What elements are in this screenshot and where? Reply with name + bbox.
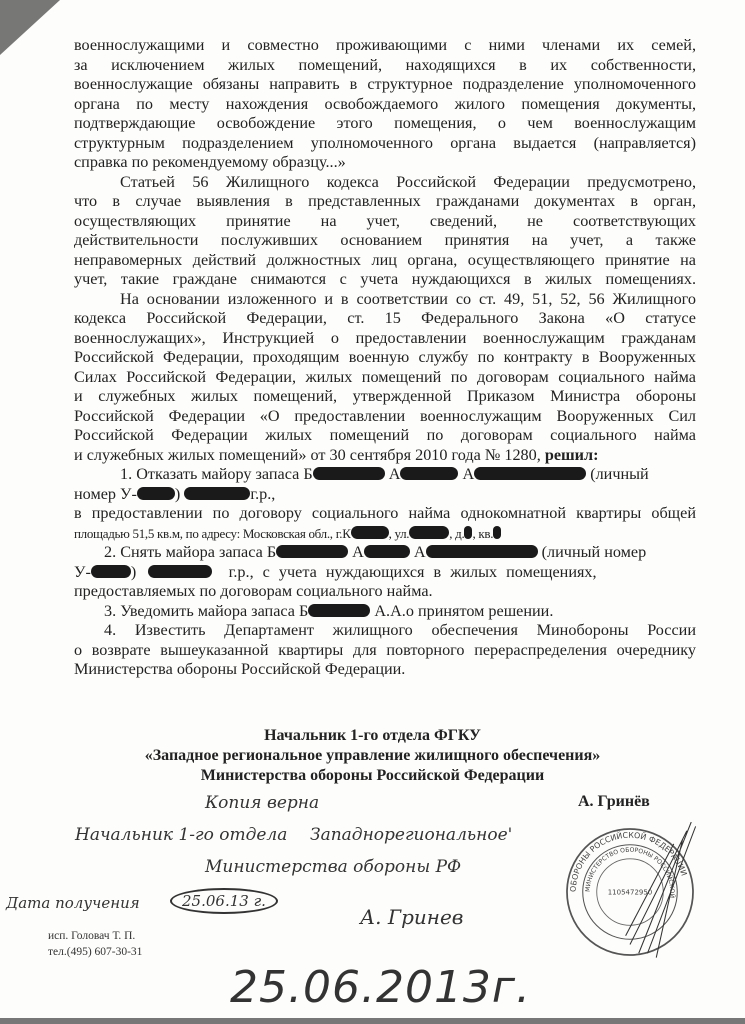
redaction (276, 545, 348, 558)
official-stamp (560, 822, 700, 962)
text-segment: номер У- (74, 484, 137, 503)
text-segment: и служебных жилых помещений» от 30 сентября 2010 года № 1280, (74, 445, 541, 464)
text-line: справка по рекомендуемому образцу...» (74, 153, 346, 171)
executor-info (48, 928, 142, 960)
text-line: Статьей 56 Жилищного кодекса Российской Федерации предусмотрено, (120, 172, 696, 191)
text-line: за исключением жилых помещений, находящихся в их собственности, (74, 55, 696, 74)
signatory-name: А. Гринёв (578, 793, 650, 810)
redaction (351, 526, 389, 539)
handwritten-regional: Западнорегиональное' (310, 825, 513, 845)
stamp-outer-text: ОБОРОНЫ РОССИЙСКОЙ ФЕДЕРАЦИИ (568, 830, 689, 893)
item-1 (74, 465, 696, 543)
redaction (148, 565, 212, 578)
executor-phone: тел.(495) 607-30-31 (48, 946, 143, 958)
stamp-inner-text: МИНИСТЕРСТВО ОБОРОНЫ РОССИЙСКОЙ (584, 846, 676, 899)
text-line: Силах Российской Федерации, жилых помещений по договорам социального найма (74, 367, 696, 386)
text-line: Российской Федерации жилых помещений по договорам социального найма (74, 426, 696, 444)
paragraph-basis (74, 290, 696, 466)
redaction (137, 487, 175, 500)
scan-corner-shadow (0, 0, 60, 55)
handwritten-received-date: 25.06.13 г. (170, 888, 278, 914)
text-segment: У- (74, 562, 91, 581)
item-3 (74, 602, 696, 622)
redaction (400, 467, 458, 480)
text-line: военнослужащими и совместно проживающими с ними членами их семей, (74, 36, 696, 54)
text-line: 4. Известить Департамент жилищного обеспечения Минобороны России (104, 621, 696, 639)
text-line: военнослужащие обязаны направить в структурное подразделение уполномоченного (74, 75, 696, 93)
redaction (493, 526, 501, 539)
redaction (426, 545, 538, 558)
redaction (474, 467, 586, 480)
document-body (74, 36, 696, 680)
text-line: о возврате вышеуказанной квартиры для повторного перераспределения очереднику (74, 640, 696, 659)
text-line: структурным подразделением уполномоченного органа выдается (направляется) (74, 133, 696, 152)
text-line (74, 524, 696, 544)
text-line (74, 563, 696, 583)
handwritten-big-date: 25.06.2013г. (230, 962, 532, 1013)
text-segment: А (413, 543, 426, 561)
text-line: Министерства обороны Российской Федерации. (74, 660, 406, 678)
redaction (313, 467, 385, 480)
redaction (91, 565, 131, 578)
handwritten-ministry: Министерства обороны РФ (205, 857, 462, 877)
text-segment: , д. (449, 525, 465, 541)
text-line: и служебных жилых помещений, утвержденной Приказом Министра обороны (74, 387, 696, 405)
redaction (409, 526, 449, 539)
text-line: учет, такие граждане снимаются с учета нуждающихся в жилых помещениях. (74, 270, 696, 288)
text-segment: А.А.о принятом решении. (374, 601, 554, 620)
text-line: органа по месту нахождения освобождаемого жилого помещения документы, (74, 94, 696, 113)
signature-block (0, 726, 745, 786)
text-line: Российской Федерации, проходящим военную службу по контракту в Вооруженных (74, 348, 696, 366)
handwritten-chief: Начальник 1-го отдела (75, 825, 288, 845)
text-line (74, 446, 696, 466)
item-4 (74, 621, 696, 680)
text-segment: площадью 51,5 кв.м, по адресу: Московская обл., г.К (74, 525, 351, 541)
text-line: военнослужащих», Инструкцией о предоставлении военнослужащим гражданам (74, 328, 696, 347)
text-line (74, 543, 696, 563)
text-line: неправомерных действий должностных лиц органа, осуществляющего принятие на (74, 250, 696, 269)
text-line: подтверждающие освобождение этого помещения, о чем военнослужащим (74, 114, 696, 132)
text-line: кодекса Российской Федерации, ст. 15 Федерального Закона «О статусе (74, 309, 696, 327)
scan-bottom-edge (0, 1018, 745, 1024)
text-line: в предоставлении по договору социального найма однокомнатной квартиры общей (74, 504, 696, 522)
text-segment: г.р., (250, 484, 276, 503)
text-line: осуществляющих принятие на учет, сведений, не соответствующих (74, 211, 696, 230)
handwritten-copy-true: Копия верна (205, 793, 320, 813)
redaction (184, 487, 250, 500)
handwritten-signature: А. Гринев (360, 905, 464, 929)
resolution-word: решил: (544, 445, 599, 464)
text-line: Российской Федерации «О предоставлении военнослужащим Вооруженных Сил (74, 406, 696, 425)
text-segment: А (352, 543, 364, 561)
signatory-ministry: Министерства обороны Российской Федерации (200, 767, 545, 784)
text-segment: , ул. (388, 525, 410, 541)
text-line (74, 465, 696, 485)
executor-name: исп. Головач Т. П. (48, 930, 136, 942)
text-line (74, 485, 696, 505)
text-segment: 3. Уведомить майора запаса Б (104, 601, 309, 620)
handwritten-received-label: Дата получения (6, 894, 140, 912)
text-segment: (личный номер (541, 543, 647, 561)
stamp-number: 1105472950 (607, 888, 653, 897)
redaction (308, 604, 370, 617)
paragraph-article-56 (74, 173, 696, 290)
text-line: предоставляемых по договорам социального найма. (74, 582, 433, 600)
text-segment: ) (174, 484, 181, 503)
text-line (74, 602, 696, 622)
text-segment: 1. Отказать майору запаса Б (120, 465, 313, 483)
signatory-title: Начальник 1-го отдела ФГКУ (264, 727, 481, 744)
text-segment: г.р., с учета нуждающихся в жилых помещениях, (228, 562, 597, 581)
paragraph-quote (74, 36, 696, 173)
text-segment: А (388, 465, 401, 483)
redaction (364, 545, 410, 558)
item-2 (74, 543, 696, 602)
text-line: На основании изложенного и в соответствии со ст. 49, 51, 52, 56 Жилищного (120, 289, 696, 308)
text-segment: , кв. (472, 525, 494, 541)
text-segment: (личный (590, 465, 649, 483)
text-segment: 2. Снять майора запаса Б (104, 543, 277, 561)
text-line: действительности послуживших основанием принятия на учет, а также (74, 231, 696, 249)
text-line: что в случае выявления в представленных гражданами документах в орган, (74, 192, 696, 210)
text-segment: ) (130, 562, 137, 581)
signatory-organization: «Западное региональное управление жилищного обеспечения» (144, 747, 601, 764)
text-segment: А (462, 465, 475, 483)
